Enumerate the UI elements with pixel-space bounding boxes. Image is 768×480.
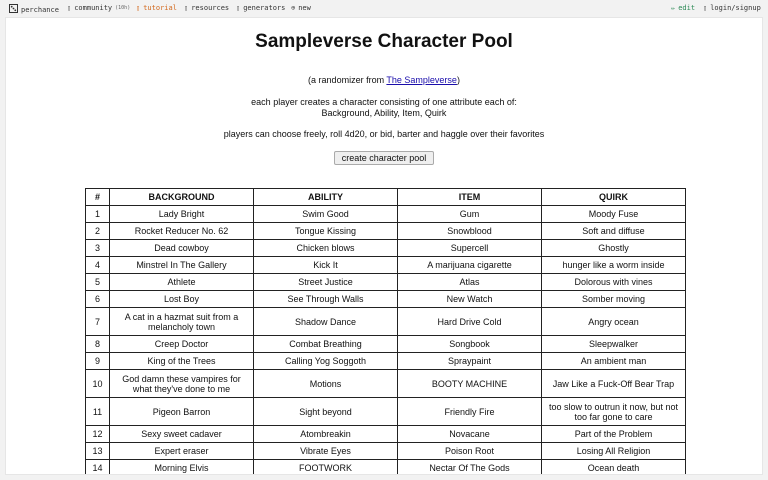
table-cell: 11: [86, 398, 110, 426]
table-cell: Vibrate Eyes: [254, 443, 398, 460]
table-cell: 10: [86, 370, 110, 398]
table-cell: Jaw Like a Fuck-Off Bear Trap: [542, 370, 686, 398]
table-row: [86, 223, 686, 240]
plus-circle-icon: ⊕: [291, 4, 296, 12]
table-row: [86, 426, 686, 443]
table-cell: Combat Breathing: [254, 336, 398, 353]
table-cell: Sexy sweet cadaver: [110, 426, 254, 443]
column-header: QUIRK: [542, 189, 686, 206]
generator-content: [5, 17, 763, 475]
community-badge: (10h): [115, 5, 131, 11]
nav-login-label: login/signup: [710, 4, 761, 12]
table-cell: See Through Walls: [254, 291, 398, 308]
table-cell: Street Justice: [254, 274, 398, 291]
table-row: [86, 240, 686, 257]
table-cell: Ocean death: [542, 460, 686, 476]
table-cell: Calling Yog Soggoth: [254, 353, 398, 370]
table-cell: Morning Elvis: [110, 460, 254, 476]
table-row: [86, 257, 686, 274]
table-cell: 13: [86, 443, 110, 460]
table-cell: Atombreakin: [254, 426, 398, 443]
table-body: [86, 206, 686, 476]
top-nav-bar: [0, 0, 768, 16]
table-cell: Expert eraser: [110, 443, 254, 460]
table-row: [86, 308, 686, 336]
table-cell: 12: [86, 426, 110, 443]
table-cell: Losing All Religion: [542, 443, 686, 460]
table-cell: BOOTY MACHINE: [398, 370, 542, 398]
nav-home[interactable]: [9, 4, 59, 15]
table-row: [86, 206, 686, 223]
nav-tutorial[interactable]: [136, 4, 177, 12]
table-cell: 7: [86, 308, 110, 336]
table-cell: Dolorous with vines: [542, 274, 686, 291]
table-cell: 8: [86, 336, 110, 353]
chat-icon: ▯: [67, 4, 72, 12]
table-cell: Pigeon Barron: [110, 398, 254, 426]
table-cell: Supercell: [398, 240, 542, 257]
table-cell: Friendly Fire: [398, 398, 542, 426]
intro-line: [6, 75, 762, 86]
book-icon: ▯: [136, 4, 141, 12]
table-cell: Moody Fuse: [542, 206, 686, 223]
table-cell: A cat in a hazmat suit from a melancholy town: [110, 308, 254, 336]
table-cell: 2: [86, 223, 110, 240]
table-cell: Lost Boy: [110, 291, 254, 308]
column-header: BACKGROUND: [110, 189, 254, 206]
description-line-3: players can choose freely, roll 4d20, or bid, barter and haggle over their favorites: [223, 129, 545, 139]
table-cell: Swim Good: [254, 206, 398, 223]
table-row: [86, 336, 686, 353]
table-cell: Chicken blows: [254, 240, 398, 257]
table-cell: 4: [86, 257, 110, 274]
table-cell: Kick It: [254, 257, 398, 274]
create-character-pool-button[interactable]: create character pool: [334, 151, 434, 165]
sampleverse-link[interactable]: The Sampleverse: [386, 75, 457, 85]
table-cell: 1: [86, 206, 110, 223]
nav-community-label: community: [74, 4, 113, 12]
table-cell: hunger like a worm inside: [542, 257, 686, 274]
nav-generators[interactable]: [236, 4, 285, 12]
table-row: [86, 443, 686, 460]
table-cell: too slow to outrun it now, but not too far gone to care: [542, 398, 686, 426]
table-cell: 14: [86, 460, 110, 476]
nav-community[interactable]: [67, 4, 130, 12]
table-cell: 5: [86, 274, 110, 291]
pencil-icon: ✏: [671, 4, 676, 12]
nav-login[interactable]: [703, 4, 761, 12]
table-cell: Motions: [254, 370, 398, 398]
table-cell: God damn these vampires for what they've done to me: [110, 370, 254, 398]
table-row: [86, 353, 686, 370]
table-cell: Creep Doctor: [110, 336, 254, 353]
table-cell: Part of the Problem: [542, 426, 686, 443]
table-cell: 6: [86, 291, 110, 308]
table-cell: A marijuana cigarette: [398, 257, 542, 274]
table-cell: Spraypaint: [398, 353, 542, 370]
nav-brand-label: perchance: [21, 5, 59, 14]
table-cell: Ghostly: [542, 240, 686, 257]
table-row: [86, 291, 686, 308]
table-cell: Nectar Of The Gods: [398, 460, 542, 476]
table-cell: Snowblood: [398, 223, 542, 240]
table-row: [86, 460, 686, 476]
nav-generators-label: generators: [243, 4, 286, 12]
table-cell: Tongue Kissing: [254, 223, 398, 240]
page-title: Sampleverse Character Pool: [255, 31, 513, 52]
nav-edit-label: edit: [678, 4, 696, 12]
table-cell: FOOTWORK: [254, 460, 398, 476]
nav-new[interactable]: [291, 4, 311, 12]
column-header: #: [86, 189, 110, 206]
table-cell: 3: [86, 240, 110, 257]
table-cell: Lady Bright: [110, 206, 254, 223]
nav-edit[interactable]: [671, 4, 695, 12]
table-cell: Soft and diffuse: [542, 223, 686, 240]
table-cell: Novacane: [398, 426, 542, 443]
table-cell: Rocket Reducer No. 62: [110, 223, 254, 240]
table-cell: Songbook: [398, 336, 542, 353]
intro-prefix: (a randomizer from: [308, 75, 387, 85]
character-pool-table: [85, 188, 686, 475]
table-cell: Athlete: [110, 274, 254, 291]
description-line-2: Background, Ability, Item, Quirk: [321, 108, 447, 118]
table-cell: An ambient man: [542, 353, 686, 370]
table-cell: Poison Root: [398, 443, 542, 460]
table-cell: Sight beyond: [254, 398, 398, 426]
dice-icon: [9, 4, 18, 15]
nav-resources-label: resources: [191, 4, 230, 12]
table-cell: Dead cowboy: [110, 240, 254, 257]
nav-tutorial-label: tutorial: [143, 4, 177, 12]
table-row: [86, 370, 686, 398]
nav-new-label: new: [298, 4, 311, 12]
table-cell: New Watch: [398, 291, 542, 308]
nav-resources[interactable]: [184, 4, 229, 12]
table-cell: 9: [86, 353, 110, 370]
column-header: ABILITY: [254, 189, 398, 206]
description-line-1: each player creates a character consisting of one attribute each of:: [251, 97, 517, 107]
table-cell: King of the Trees: [110, 353, 254, 370]
column-header: ITEM: [398, 189, 542, 206]
table-cell: Somber moving: [542, 291, 686, 308]
intro-suffix: ): [456, 75, 460, 85]
table-row: [86, 274, 686, 291]
table-row: [86, 398, 686, 426]
table-cell: Atlas: [398, 274, 542, 291]
table-header-row: [86, 189, 686, 206]
user-icon: ▯: [703, 4, 708, 12]
table-cell: Shadow Dance: [254, 308, 398, 336]
table-cell: Gum: [398, 206, 542, 223]
table-cell: Angry ocean: [542, 308, 686, 336]
table-cell: Minstrel In The Gallery: [110, 257, 254, 274]
table-cell: Hard Drive Cold: [398, 308, 542, 336]
grid-icon: ▯: [236, 4, 241, 12]
folder-icon: ▯: [184, 4, 189, 12]
table-cell: Sleepwalker: [542, 336, 686, 353]
